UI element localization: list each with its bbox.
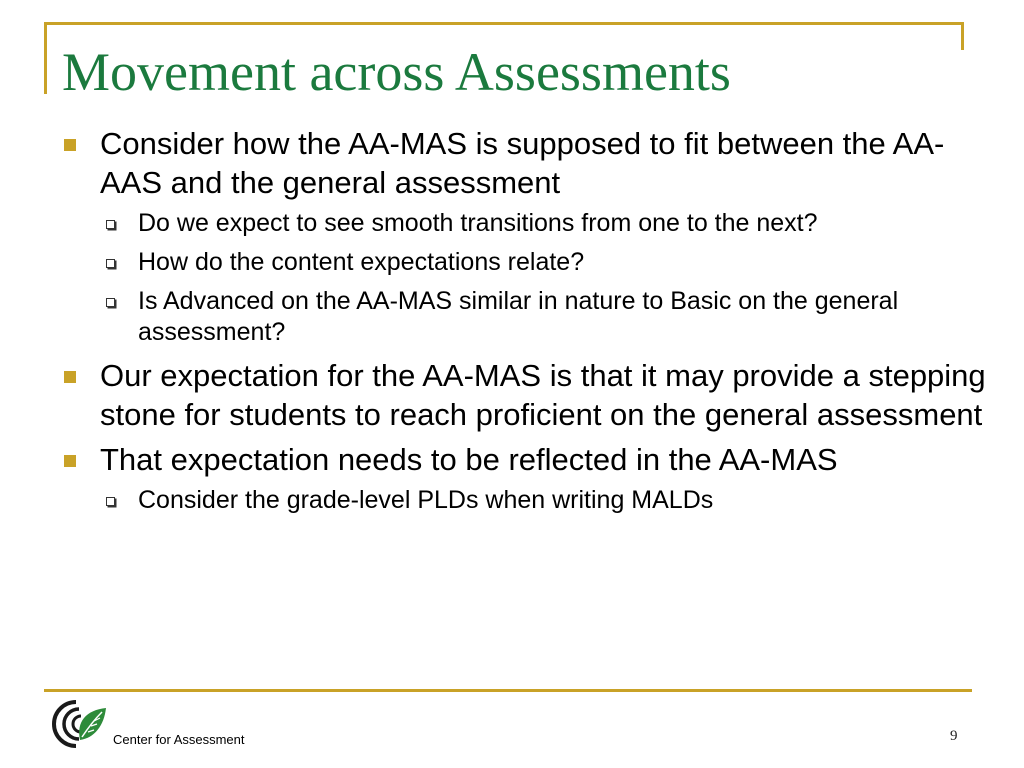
- gold-square-bullet-icon: [64, 455, 76, 467]
- gold-square-bullet-icon: [64, 371, 76, 383]
- sub-bullet-item: [62, 485, 987, 516]
- bullet-item: [62, 440, 987, 479]
- sub-bullet-text: How do the content expectations relate?: [138, 248, 585, 276]
- sub-bullet-text: Consider the grade-level PLDs when writing MALDs: [138, 486, 714, 514]
- slide-content: [62, 124, 987, 524]
- sub-bullet-text: Do we expect to see smooth transitions from one to the next?: [138, 209, 818, 237]
- hollow-square-bullet-icon: [106, 497, 115, 506]
- footer-line: [44, 689, 972, 692]
- sub-bullet-text: Is Advanced on the AA-MAS similar in nature to Basic on the general assessment?: [138, 287, 899, 346]
- center-for-assessment-logo-icon: [46, 696, 114, 752]
- gold-square-bullet-icon: [64, 139, 76, 151]
- sub-bullet-item: [62, 286, 987, 348]
- right-border-tick: [961, 22, 964, 50]
- bullet-text: That expectation needs to be reflected in the AA-MAS: [100, 442, 838, 477]
- bullet-item: [62, 356, 987, 434]
- bullet-text: Consider how the AA-MAS is supposed to fit between the AA-AAS and the general assessment: [100, 126, 945, 200]
- sub-bullet-item: [62, 208, 987, 239]
- sub-bullet-item: [62, 247, 987, 278]
- slide-title: Movement across Assessments: [62, 42, 731, 102]
- top-border-line: [44, 22, 964, 25]
- page-number: 9: [950, 728, 958, 744]
- bullet-text: Our expectation for the AA-MAS is that it may provide a stepping stone for students to reach proficient on the general assessment: [100, 358, 986, 432]
- hollow-square-bullet-icon: [106, 298, 115, 307]
- bullet-item: [62, 124, 987, 202]
- left-border-line: [44, 22, 47, 94]
- hollow-square-bullet-icon: [106, 220, 115, 229]
- hollow-square-bullet-icon: [106, 259, 115, 268]
- organization-name: Center for Assessment: [113, 732, 245, 747]
